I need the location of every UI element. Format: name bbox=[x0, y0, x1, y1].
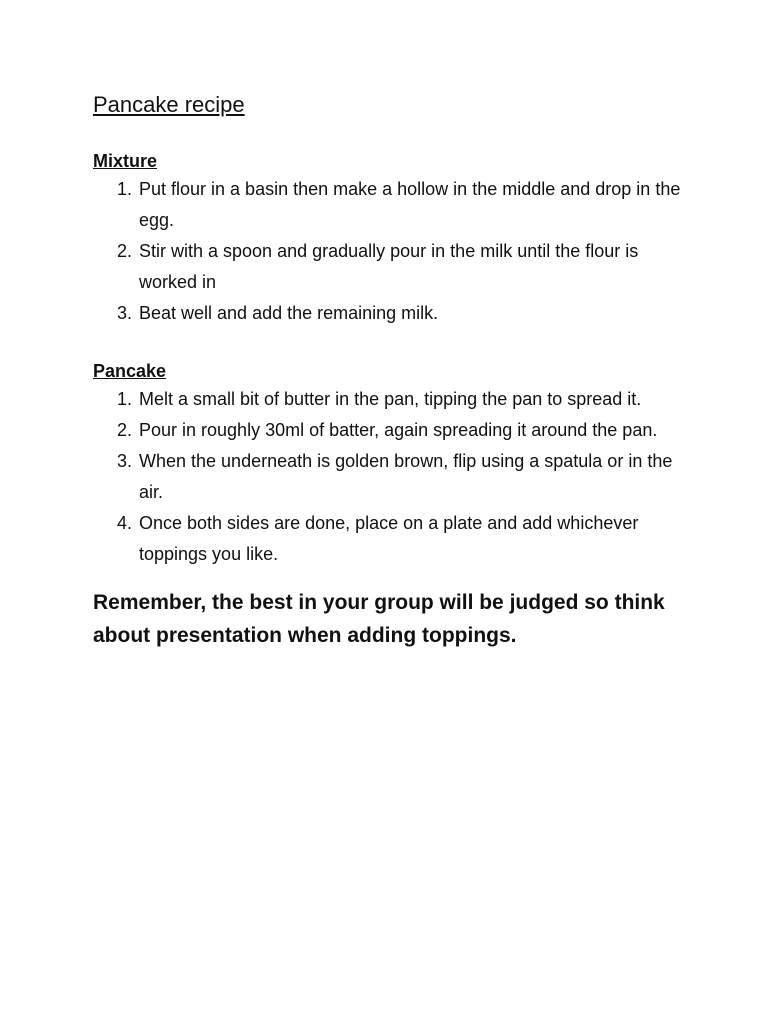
list-item bbox=[93, 298, 693, 329]
document-title: Pancake recipe bbox=[93, 92, 245, 117]
step-text: Stir with a spoon and gradually pour in the milk until the flour is worked in bbox=[139, 241, 639, 292]
step-text: Beat well and add the remaining milk. bbox=[139, 303, 439, 323]
step-text: Put flour in a basin then make a hollow in the middle and drop in the egg. bbox=[139, 179, 681, 230]
step-text: Pour in roughly 30ml of batter, again spreading it around the pan. bbox=[139, 420, 658, 440]
mixture-heading: Mixture bbox=[93, 151, 158, 171]
list-item bbox=[93, 384, 693, 415]
list-item bbox=[93, 174, 693, 236]
list-item bbox=[93, 415, 693, 446]
reminder-note: Remember, the best in your group will be judged so think about presentation when adding toppings. bbox=[93, 591, 665, 647]
list-item bbox=[93, 236, 693, 298]
step-number: 3. bbox=[117, 451, 133, 471]
list-item bbox=[93, 446, 693, 508]
step-text: When the underneath is golden brown, flip using a spatula or in the air. bbox=[139, 451, 673, 502]
step-number: 1. bbox=[117, 389, 133, 409]
pancake-steps-list bbox=[93, 384, 693, 570]
step-text: Melt a small bit of butter in the pan, tipping the pan to spread it. bbox=[139, 389, 642, 409]
step-number: 2. bbox=[117, 241, 133, 261]
step-number: 1. bbox=[117, 179, 133, 199]
list-item bbox=[93, 508, 693, 570]
step-number: 2. bbox=[117, 420, 133, 440]
step-number: 4. bbox=[117, 513, 133, 533]
mixture-steps-list bbox=[93, 174, 693, 329]
step-number: 3. bbox=[117, 303, 133, 323]
step-text: Once both sides are done, place on a plate and add whichever toppings you like. bbox=[139, 513, 639, 564]
pancake-heading: Pancake bbox=[93, 361, 167, 381]
document-body bbox=[93, 90, 693, 673]
